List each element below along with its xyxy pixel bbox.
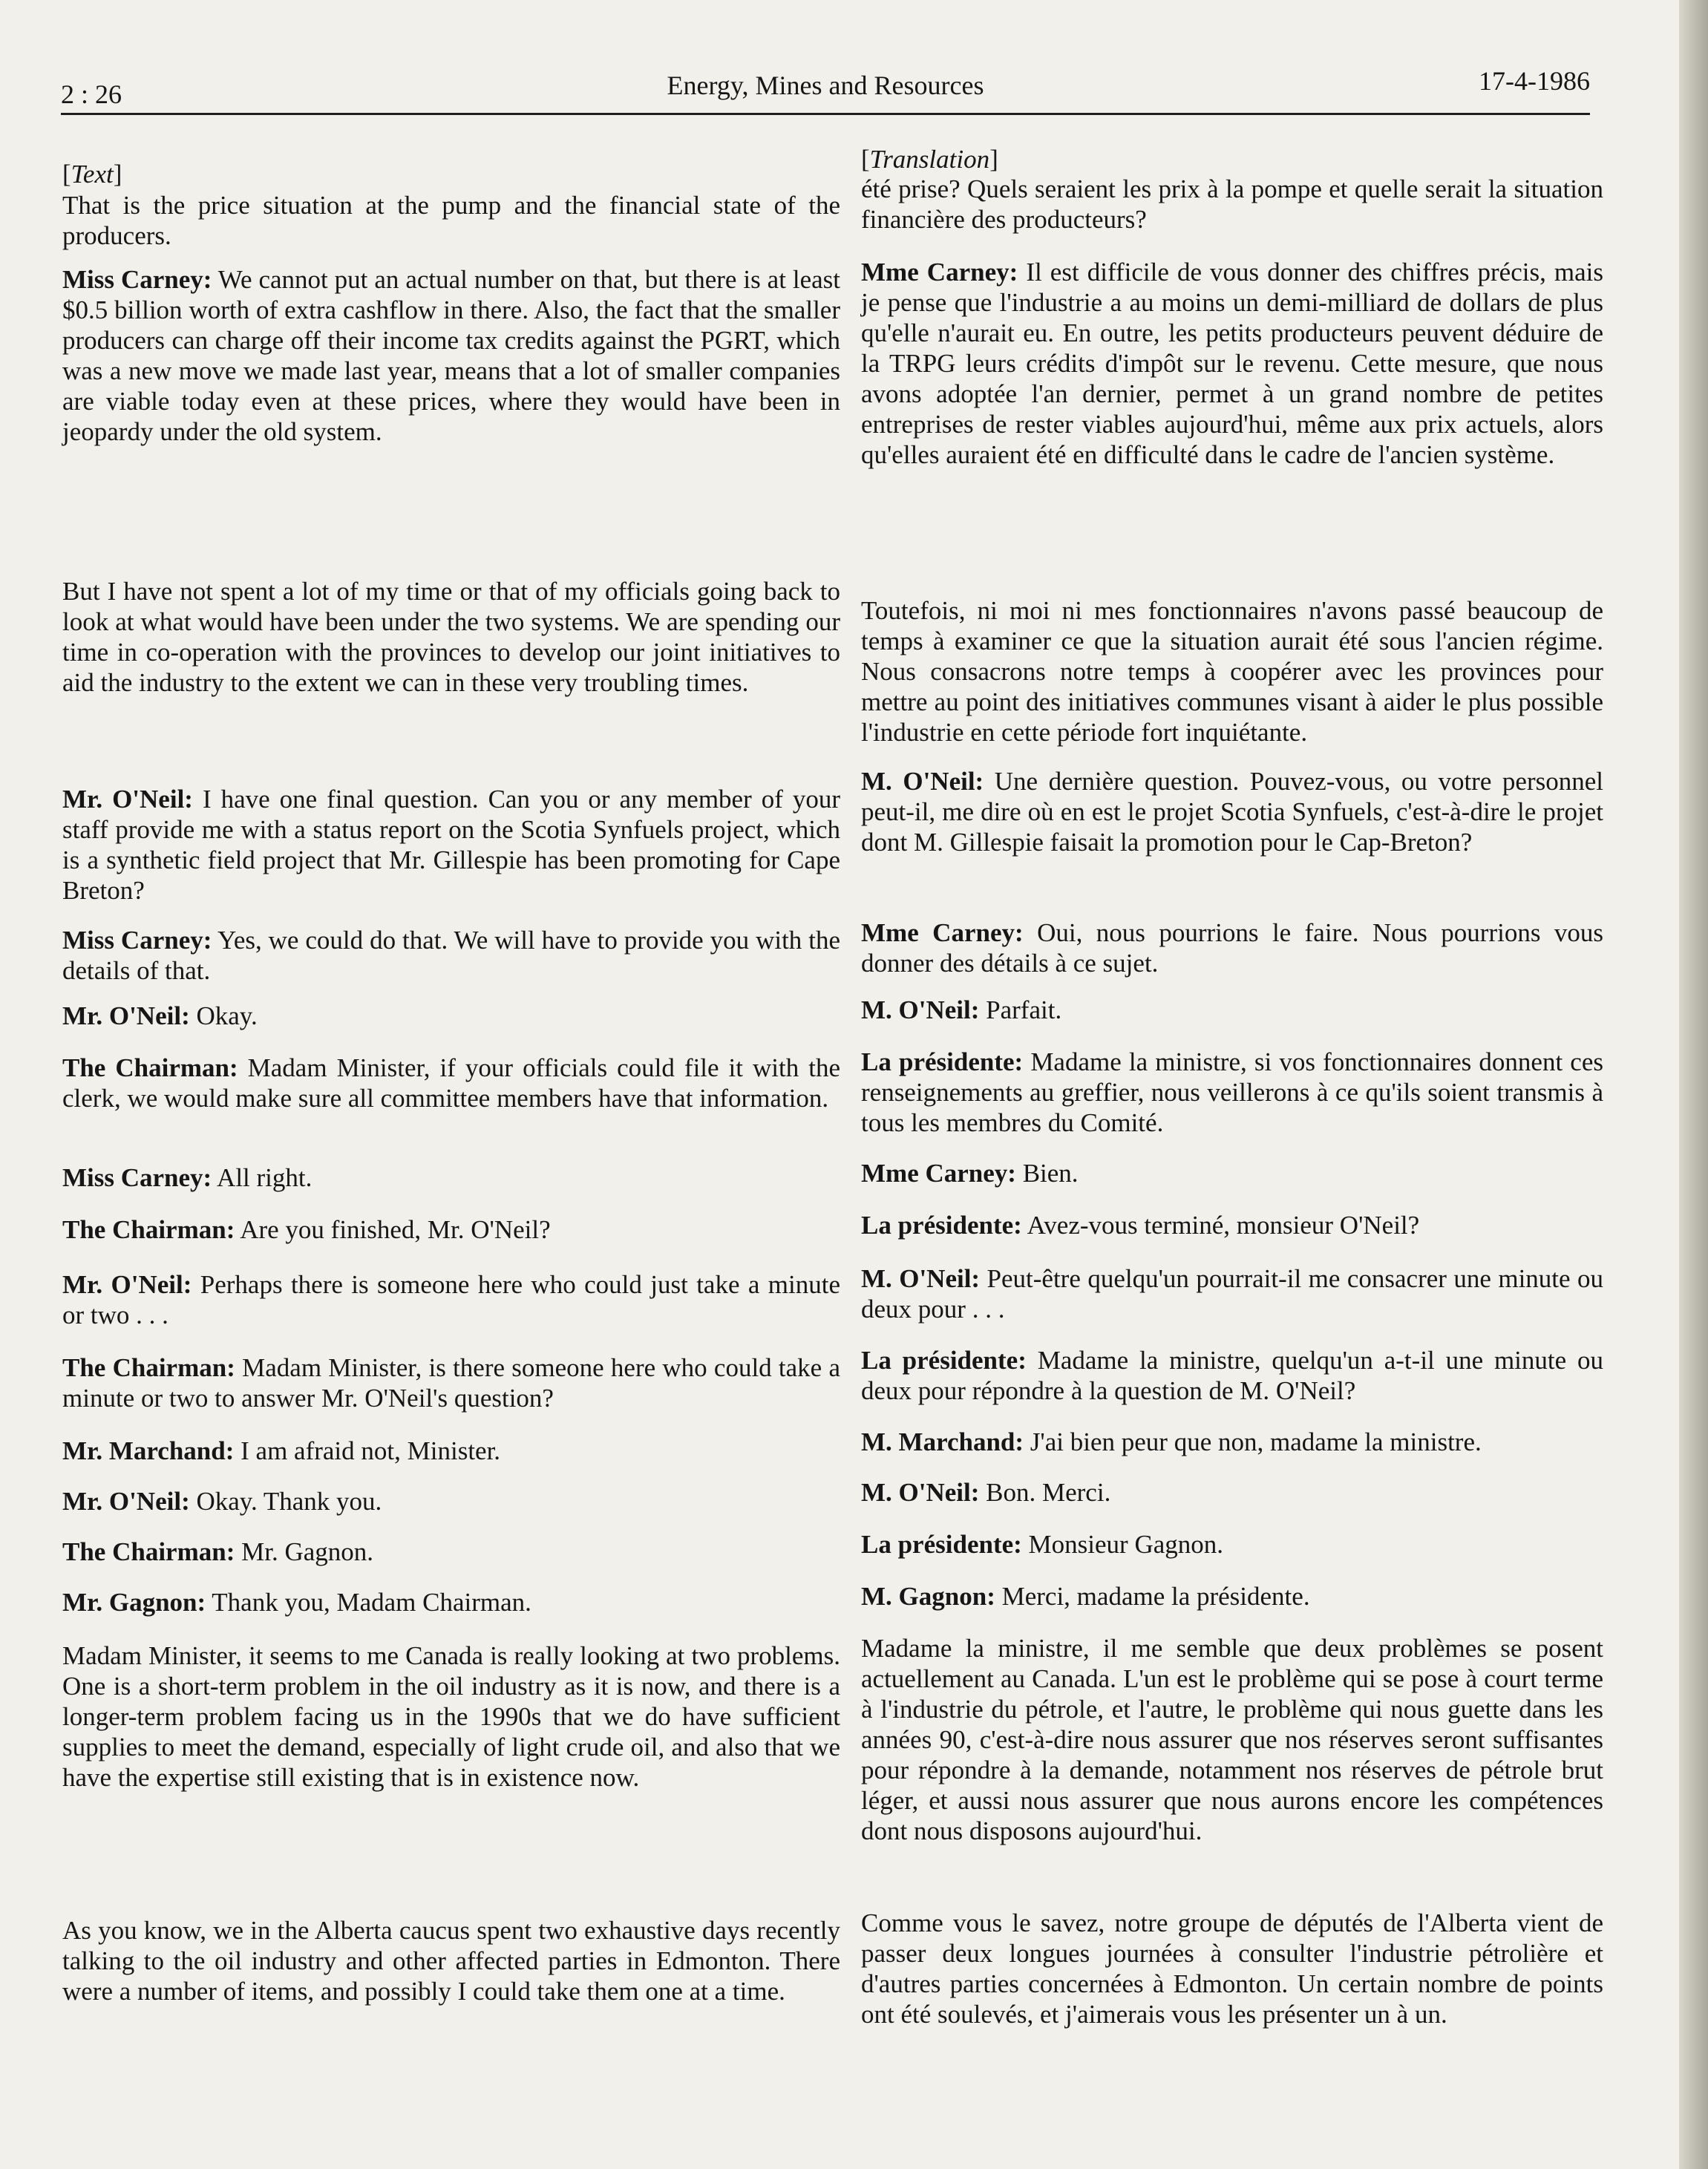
paragraph: M. O'Neil: Peut-être quelqu'un pourrait-il me consacrer une minute ou deux pour . . . (861, 1264, 1603, 1324)
paragraph: Mme Carney: Oui, nous pourrions le faire. Nous pourrions vous donner des détails à ce sujet. (861, 918, 1604, 978)
page-edge-shadow (1679, 0, 1708, 2169)
paragraph: Miss Carney: All right. (62, 1163, 313, 1192)
paragraph: Madam Minister, it seems to me Canada is really looking at two problems. One is a short-term problem in the oil industry as it is now, and there is a longer-term problem facing us in the 1990s that we do have sufficient supplies to meet the demand, especially of light crude oil, and also that we have the expertise still existing that is in existence now. (62, 1641, 840, 1792)
paragraph: M. Marchand: J'ai bien peur que non, madame la ministre. (861, 1427, 1482, 1456)
header-date: 17-4-1986 (1479, 66, 1590, 96)
paragraph: The Chairman: Madam Minister, is there someone here who could take a minute or two to answer Mr. O'Neil's question? (62, 1353, 840, 1413)
paragraph: Mr. O'Neil: Okay. Thank you. (62, 1487, 382, 1516)
paragraph: M. Gagnon: Merci, madame la présidente. (861, 1582, 1310, 1611)
paragraph: Toutefois, ni moi ni mes fonctionnaires n'avons passé beaucoup de temps à examiner ce que la situation aurait été sous l'ancien régime. Nous consacrons notre temps à coopérer avec les provinces pour mettre au point des initiatives communes visant à aider le plus possible l'industrie en cette période fort inquiétante. (861, 596, 1603, 747)
paragraph: Comme vous le savez, notre groupe de députés de l'Alberta vient de passer deux longues journées à consulter l'industrie pétrolière et d'autres parties concernées à Edmonton. Un certain nombre de points ont été soulevés, et j'aimerais vous les présenter un à un. (861, 1908, 1603, 2029)
paragraph: La présidente: Madame la ministre, si vos fonctionnaires donnent ces renseignements au greffier, nous veillerons à ce qu'ils soient transmis à tous les membres du Comité. (861, 1047, 1603, 1137)
paragraph: La présidente: Avez-vous terminé, monsieur O'Neil? (861, 1211, 1420, 1240)
paragraph: La présidente: Madame la ministre, quelqu'un a-t-il une minute ou deux pour répondre à la question de M. O'Neil? (861, 1346, 1603, 1405)
paragraph: The Chairman: Mr. Gagnon. (62, 1537, 374, 1566)
paragraph: La présidente: Monsieur Gagnon. (861, 1530, 1224, 1559)
paragraph: M. O'Neil: Parfait. (861, 995, 1062, 1024)
header-title: Energy, Mines and Resources (667, 71, 984, 100)
text-marker: [Text] (62, 160, 122, 189)
paragraph: But I have not spent a lot of my time or that of my officials going back to look at what would have been under the two systems. We are spending our time in co-operation with the provinces to develop our joint initiatives to aid the industry to the extent we can in these very troubling times. (62, 577, 840, 697)
paragraph: Miss Carney: We cannot put an actual number on that, but there is at least $0.5 billion worth of extra cashflow in there. Also, the fact that the smaller producers can charge off their income tax credits against the PGRT, which was a new move we made last year, means that a lot of smaller companies are viable today even at these prices, where they would have been in jeopardy under the old system. (62, 265, 840, 446)
running-header (61, 65, 1590, 113)
paragraph: M. O'Neil: Bon. Merci. (861, 1478, 1111, 1507)
paragraph: Mme Carney: Bien. (861, 1159, 1079, 1188)
paragraph: The Chairman: Madam Minister, if your officials could file it with the clerk, we would make sure all committee members have that information. (62, 1053, 841, 1113)
paragraph: Mme Carney: Il est difficile de vous donner des chiffres précis, mais je pense que l'industrie a au moins un demi-milliard de dollars de plus qu'elle n'aurait eu. En outre, les petits producteurs peuvent déduire de la TRPG leurs crédits d'impôt sur le revenu. Cette mesure, que nous avons adoptée l'an dernier, permet à un grand nombre de petites entreprises de rester viables aujourd'hui, même aux prix actuels, alors qu'elles auraient été en difficulté dans le cadre de l'ancien système. (861, 258, 1604, 469)
paragraph: The Chairman: Are you finished, Mr. O'Neil? (62, 1215, 551, 1244)
paragraph: Mr. Marchand: I am afraid not, Minister. (62, 1436, 501, 1465)
paragraph: M. O'Neil: Une dernière question. Pouvez-vous, ou votre personnel peut-il, me dire où en est le projet Scotia Synfuels, c'est-à-dire le projet dont M. Gillespie faisait la promotion pour le Cap-Breton? (861, 767, 1603, 857)
paragraph: That is the price situation at the pump and the financial state of the producers. (62, 191, 840, 250)
paragraph: Mr. Gagnon: Thank you, Madam Chairman. (62, 1588, 531, 1617)
paragraph: Miss Carney: Yes, we could do that. We will have to provide you with the details of that. (62, 926, 840, 985)
paragraph: As you know, we in the Alberta caucus spent two exhaustive days recently talking to the oil industry and other affected parties in Edmonton. There were a number of items, and possibly I could take them one at a time. (62, 1916, 840, 2006)
paragraph: Mr. O'Neil: Okay. (62, 1001, 258, 1030)
header-rule (61, 113, 1590, 115)
paragraph: Mr. O'Neil: I have one final question. Can you or any member of your staff provide me with a status report on the Scotia Synfuels project, which is a synthetic field project that Mr. Gillespie has been promoting for Cape Breton? (62, 785, 841, 905)
paragraph: été prise? Quels seraient les prix à la pompe et quelle serait la situation financière des producteurs? (861, 174, 1603, 234)
paragraph: Mr. O'Neil: Perhaps there is someone here who could just take a minute or two . . . (62, 1270, 840, 1329)
page-number: 2 : 26 (61, 79, 122, 109)
translation-marker: [Translation] (861, 145, 998, 174)
paragraph: Madame la ministre, il me semble que deux problèmes se posent actuellement au Canada. L'un est le problème qui se pose à court terme à l'industrie du pétrole, et l'autre, le problème qui nous guette dans les années 90, c'est-à-dire nous assurer que nos réserves seront suffisantes pour répondre à la demande, notamment nos réserves de pétrole brut léger, et aussi nous assurer que nous aurons encore les compétences dont nous disposons aujourd'hui. (861, 1634, 1603, 1845)
